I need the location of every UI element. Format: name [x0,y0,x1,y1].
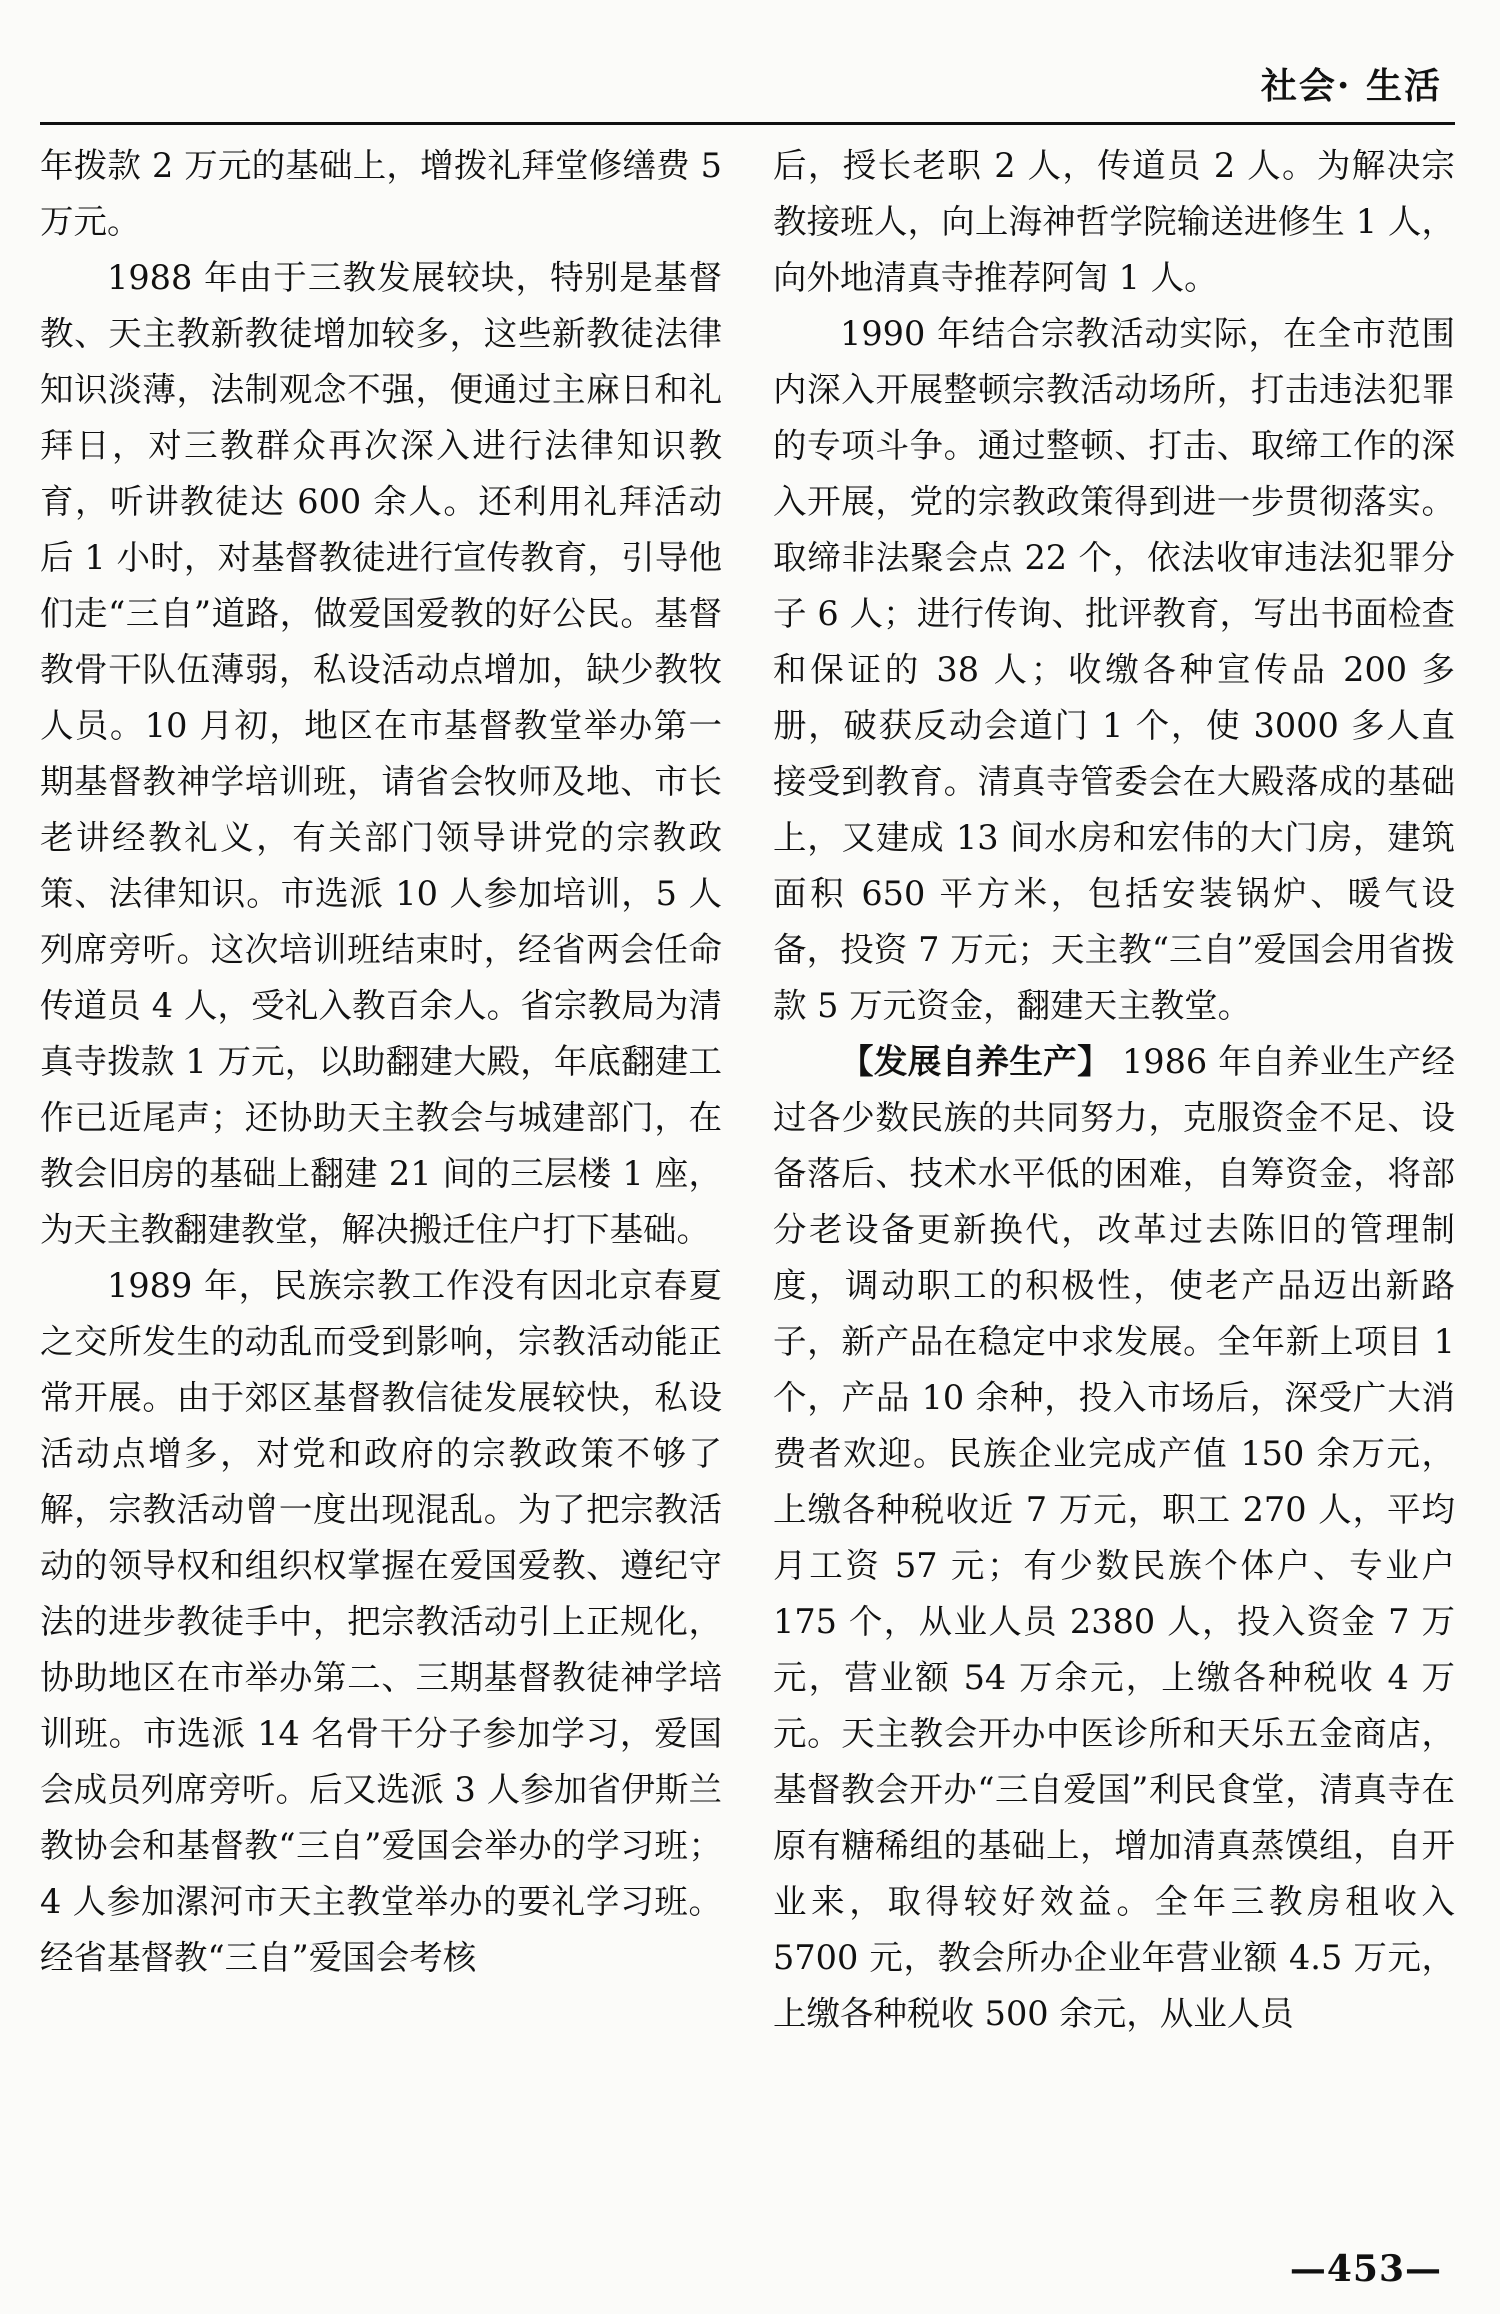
paragraph: 1990 年结合宗教活动实际，在全市范围内深入开展整顿宗教活动场所，打击违法犯罪的专项斗争。通过整顿、打击、取缔工作的深入开展，党的宗教政策得到进一步贯彻落实。取缔非法聚会点 22 个，依法收审违法犯罪分子 6 人；进行传询、批评教育，写出书面检查和保证的 38 人；收缴各种宣传品 200 多册，破获反动会道门 1 个，使 3000 多人直接受到教育。清真寺管委会在大殿落成的基础上，又建成 13 间水房和宏伟的大门房，建筑面积 650 平方米，包括安装锅炉、暖气设备，投资 7 万元；天主教“三自”爱国会用省拨款 5 万元资金，翻建天主教堂。 [773,314,1455,1025]
section-header: 社会· 生活 [1260,65,1442,107]
paragraph [773,1034,1455,2042]
page-number: —453— [1289,2248,1442,2290]
header-rule [40,122,1455,125]
right-column [773,138,1455,2042]
paragraph-text: 1986 年自养业生产经过各少数民族的共同努力，克服资金不足、设备落后、技术水平低的困难，自筹资金，将部分老设备更新换代，改革过去陈旧的管理制度，调动职工的积极性，使老产品迈出新路子，新产品在稳定中求发展。全年新上项目 1 个，产品 10 余种，投入市场后，深受广大消费者欢迎。民族企业完成产值 150 余万元，上缴各种税收近 7 万元，职工 270 人，平均月工资 57 元；有少数民族个体户、专业户 175 个，从业人员 2380 人，投入资金 7 万元，营业额 54 万余元，上缴各种税收 4 万元。天主教会开办中医诊所和天乐五金商店，基督教会开办“三自爱国”利民食堂，清真寺在原有糖稀组的基础上，增加清真蒸馍组，自开业来，取得较好效益。全年三教房租收入 5700 元，教会所办企业年营业额 4.5 万元，上缴各种税收 500 余元，从业人员 [773,1042,1455,2033]
paragraph: 1988 年由于三教发展较块，特别是基督教、天主教新教徒增加较多，这些新教徒法律知识淡薄，法制观念不强，便通过主麻日和礼拜日，对三教群众再次深入进行法律知识教育，听讲教徒达 600 余人。还利用礼拜活动后 1 小时，对基督教徒进行宣传教育，引导他们走“三自”道路，做爱国爱教的好公民。基督教骨干队伍薄弱，私设活动点增加，缺少教牧人员。10 月初，地区在市基督教堂举办第一期基督教神学培训班，请省会牧师及地、市长老讲经教礼义，有关部门领导讲党的宗教政策、法律知识。市选派 10 人参加培训，5 人列席旁听。这次培训班结束时，经省两会任命传道员 4 人，受礼入教百余人。省宗教局为清真寺拨款 1 万元，以助翻建大殿，年底翻建工作已近尾声；还协助天主教会与城建部门，在教会旧房的基础上翻建 21 间的三层楼 1 座，为天主教翻建教堂，解决搬迁住户打下基础。 [40,258,722,1249]
paragraph: 1989 年，民族宗教工作没有因北京春夏之交所发生的动乱而受到影响，宗教活动能正常开展。由于郊区基督教信徒发展较快，私设活动点增多，对党和政府的宗教政策不够了解，宗教活动曾一度出现混乱。为了把宗教活动的领导权和组织权掌握在爱国爱教、遵纪守法的进步教徒手中，把宗教活动引上正规化，协助地区在市举办第二、三期基督教徒神学培训班。市选派 14 名骨干分子参加学习，爱国会成员列席旁听。后又选派 3 人参加省伊斯兰教协会和基督教“三自”爱国会举办的学习班；4 人参加漯河市天主教堂举办的要礼学习班。经省基督教“三自”爱国会考核 [40,1266,722,1977]
paragraph: 后，授长老职 2 人，传道员 2 人。为解决宗教接班人，向上海神哲学院输送进修生 1 人，向外地清真寺推荐阿訇 1 人。 [773,146,1455,297]
section-title: 【发展自养生产】 [840,1042,1111,1081]
left-column [40,138,722,1986]
paragraph: 年拨款 2 万元的基础上，增拨礼拜堂修缮费 5 万元。 [40,146,722,241]
